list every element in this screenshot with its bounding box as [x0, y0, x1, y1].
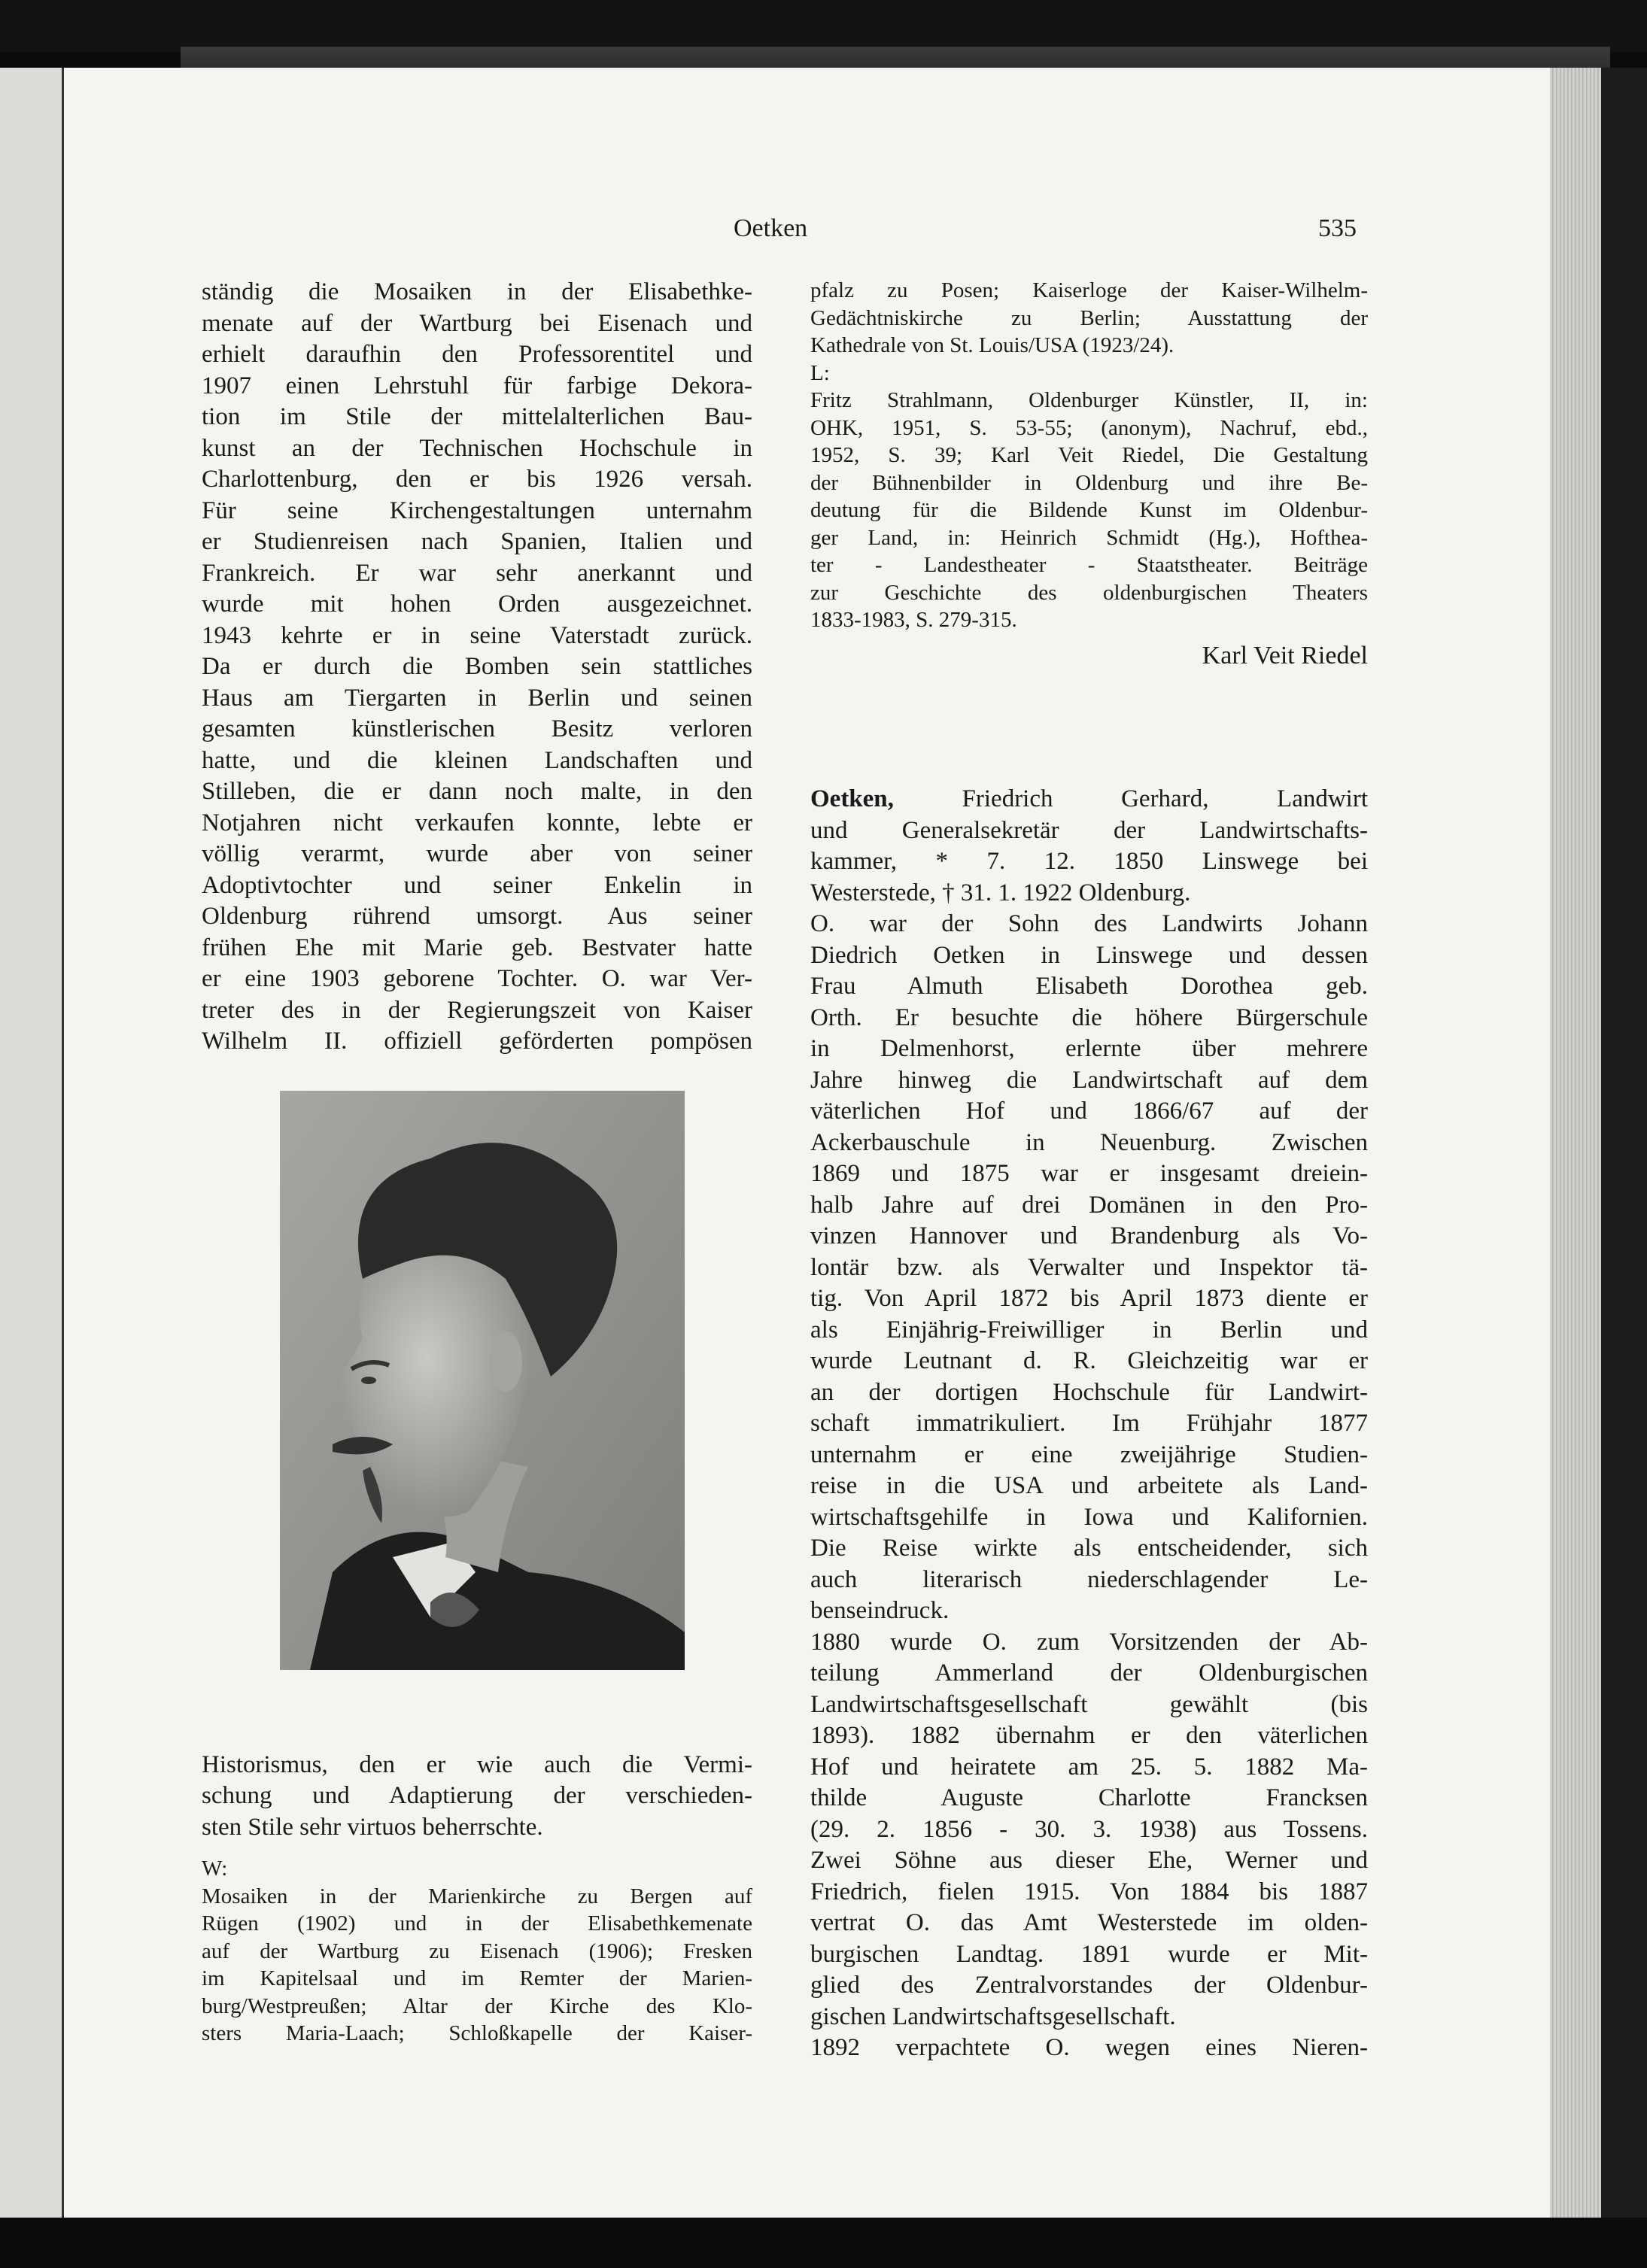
text-line: völlig verarmt, wurde aber von seiner: [202, 840, 752, 867]
text-line: Diedrich Oetken in Linswege und dessen: [810, 941, 1368, 969]
running-header-title: Oetken: [734, 214, 808, 242]
text-line: Orth. Er besuchte die höhere Bürgerschule: [810, 1003, 1368, 1031]
works-line: pfalz zu Posen; Kaiserloge der Kaiser-Wilhelm-: [810, 278, 1368, 302]
text-line: 1907 einen Lehrstuhl für farbige Dekora-: [202, 372, 752, 399]
works-line: Mosaiken in der Marienkirche zu Bergen auf: [202, 1884, 752, 1908]
text-line: wirtschaftsgehilfe in Iowa und Kalifornien.: [810, 1503, 1368, 1531]
entry-head-line: Westerstede, † 31. 1. 1922 Oldenburg.: [810, 879, 1191, 906]
text-line: tion im Stile der mittelalterlichen Bau-: [202, 403, 752, 430]
facing-page-edge: [0, 68, 64, 2219]
literature-line: Fritz Strahlmann, Oldenburger Künstler, II, in:: [810, 388, 1368, 412]
literature-label: L:: [810, 360, 830, 385]
text-line: schung und Adaptierung der verschieden-: [202, 1782, 752, 1809]
portrait-image: [280, 1091, 685, 1670]
text-line: halb Jahre auf drei Domänen in den Pro-: [810, 1191, 1368, 1219]
text-line: burgischen Landtag. 1891 wurde er Mit-: [810, 1940, 1368, 1968]
text-line: gesamten künstlerischen Besitz verloren: [202, 715, 752, 742]
text-line: Wilhelm II. offiziell geförderten pompösen: [202, 1028, 752, 1055]
text-line: er Studienreisen nach Spanien, Italien und: [202, 528, 752, 555]
literature-line: zur Geschichte des oldenburgischen Theaters: [810, 580, 1368, 605]
text-line: Charlottenburg, den er bis 1926 versah.: [202, 466, 752, 493]
text-line: Zwei Söhne aus dieser Ehe, Werner und: [810, 1847, 1368, 1874]
entry-head-line: kammer, * 7. 12. 1850 Linswege bei: [810, 848, 1368, 875]
text-line: gischen Landwirtschaftsgesellschaft.: [810, 2002, 1176, 2030]
entry-gap: [810, 671, 1368, 784]
text-line: Stilleben, die er dann noch malte, in den: [202, 778, 752, 805]
text-line: menate auf der Wartburg bei Eisenach und: [202, 309, 752, 337]
works-section: [202, 1855, 752, 2048]
text-line: schaft immatrikuliert. Im Frühjahr 1877: [810, 1410, 1368, 1437]
page-number: 535: [1318, 214, 1357, 242]
text-line: auch literarisch niederschlagender Le-: [810, 1565, 1368, 1593]
portrait-photo: [280, 1091, 685, 1670]
text-line: teilung Ammerland der Oldenburgischen: [810, 1659, 1368, 1687]
text-line: thilde Auguste Charlotte Francksen: [810, 1784, 1368, 1811]
text-line: lontär bzw. als Verwalter und Inspektor tä-: [810, 1253, 1368, 1281]
text-line: Hof und heiratete am 25. 5. 1882 Ma-: [810, 1753, 1368, 1781]
works-line: sters Maria-Laach; Schloßkapelle der Kaiser-: [202, 2021, 752, 2045]
works-label: W:: [202, 1857, 228, 1881]
text-line: 1893). 1882 übernahm er den väterlichen: [810, 1722, 1368, 1749]
text-line: wurde Leutnant d. R. Gleichzeitig war er: [810, 1347, 1368, 1374]
entry-header: [810, 784, 1368, 909]
text-line: Ackerbauschule in Neuenburg. Zwischen: [810, 1128, 1368, 1156]
text-line: Oldenburg rührend umsorgt. Aus seiner: [202, 903, 752, 930]
scan-background-bottom: [0, 2218, 1647, 2268]
text-line: reise in die USA und arbeitete als Land-: [810, 1472, 1368, 1499]
text-line: unternahm er eine zweijährige Studien-: [810, 1441, 1368, 1468]
entry-paragraph: [810, 1627, 1368, 2064]
text-line: er eine 1903 geborene Tochter. O. war Ver-: [202, 965, 752, 992]
text-line: Adoptivtochter und seiner Enkelin in: [202, 871, 752, 899]
text-line: vinzen Hannover und Brandenburg als Vo-: [810, 1222, 1368, 1249]
text-line: wurde mit hohen Orden ausgezeichnet.: [202, 591, 752, 618]
entry-head-text: Friedrich Gerhard, Landwirt: [962, 785, 1369, 812]
text-line: glied des Zentralvorstandes der Oldenbur-: [810, 1972, 1368, 1999]
text-line: Da er durch die Bomben sein stattliches: [202, 653, 752, 680]
text-line: benseindruck.: [810, 1597, 950, 1624]
text-line: O. war der Sohn des Landwirts Johann: [810, 910, 1368, 937]
text-line: in Delmenhorst, erlernte über mehrere: [810, 1035, 1368, 1062]
text-line: Für seine Kirchengestaltungen unternahm: [202, 496, 752, 524]
text-line: väterlichen Hof und 1866/67 auf der: [810, 1098, 1368, 1125]
literature-line: deutung für die Bildende Kunst im Oldenbur-: [810, 498, 1368, 522]
text-line: frühen Ehe mit Marie geb. Bestvater hatte: [202, 934, 752, 961]
text-line: Notjahren nicht verkaufen konnte, lebte er: [202, 809, 752, 836]
text-line: treter des in der Regierungszeit von Kaiser: [202, 996, 752, 1024]
text-line: hatte, und die kleinen Landschaften und: [202, 746, 752, 774]
text-line: ständig die Mosaiken in der Elisabethke-: [202, 278, 752, 305]
works-line: burg/Westpreußen; Altar der Kirche des Klo-: [202, 1993, 752, 2018]
literature-line: ger Land, in: Heinrich Schmidt (Hg.), Hofthea-: [810, 525, 1368, 550]
works-line: Rügen (1902) und in der Elisabethkemenate: [202, 1911, 752, 1936]
text-line: Landwirtschaftsgesellschaft gewählt (bis: [810, 1690, 1368, 1718]
text-line: (29. 2. 1856 - 30. 3. 1938) aus Tossens.: [810, 1815, 1368, 1843]
entry-head-line: und Generalsekretär der Landwirtschafts-: [810, 816, 1368, 844]
works-line: Kathedrale von St. Louis/USA (1923/24).: [810, 333, 1174, 357]
entry-name: Oetken,: [810, 785, 894, 812]
text-line: Die Reise wirkte als entscheidender, sich: [810, 1535, 1368, 1562]
scan-background-right: [1601, 68, 1647, 2219]
works-continued: [810, 277, 1368, 634]
literature-line: der Bühnenbilder in Oldenburg und ihre Be-: [810, 470, 1368, 495]
text-line: als Einjährig-Freiwilliger in Berlin und: [810, 1316, 1368, 1343]
text-line: 1892 verpachtete O. wegen eines Nieren-: [810, 2034, 1368, 2061]
scan-background-top: [0, 0, 1647, 53]
right-column: [810, 277, 1368, 2064]
biography-paragraph: [202, 277, 752, 1058]
literature-line: OHK, 1951, S. 53-55; (anonym), Nachruf, ebd.,: [810, 415, 1368, 440]
text-line: Frau Almuth Elisabeth Dorothea geb.: [810, 973, 1368, 1000]
text-line: kunst an der Technischen Hochschule in: [202, 434, 752, 462]
text-line: Haus am Tiergarten in Berlin und seinen: [202, 684, 752, 712]
text-line: Frankreich. Er war sehr anerkannt und: [202, 559, 752, 587]
text-line: vertrat O. das Amt Westerstede im olden-: [810, 1909, 1368, 1936]
works-line: Gedächtniskirche zu Berlin; Ausstattung der: [810, 305, 1368, 330]
text-line: 1943 kehrte er in seine Vaterstadt zurück.: [202, 621, 752, 649]
entry-head-line: [810, 784, 1368, 815]
text-line: 1869 und 1875 war er insgesamt dreiein-: [810, 1160, 1368, 1187]
text-line: Historismus, den er wie auch die Vermi-: [202, 1750, 752, 1778]
text-line: 1880 wurde O. zum Vorsitzenden der Ab-: [810, 1628, 1368, 1656]
article-author: Karl Veit Riedel: [1202, 641, 1368, 669]
text-line: an der dortigen Hochschule für Landwirt-: [810, 1378, 1368, 1406]
literature-line: 1952, S. 39; Karl Veit Riedel, Die Gestaltung: [810, 443, 1368, 467]
entry-paragraph: [810, 909, 1368, 1627]
page-stack-edge: [1550, 68, 1603, 2219]
literature-line: 1833-1983, S. 279-315.: [810, 608, 1017, 632]
biography-paragraph-continued: [202, 1750, 752, 1844]
text-line: Jahre hinweg die Landwirtschaft auf dem: [810, 1066, 1368, 1094]
text-line: sten Stile sehr virtuos beherrschte.: [202, 1813, 543, 1841]
literature-line: ter - Landestheater - Staatstheater. Beiträge: [810, 553, 1368, 577]
works-line: auf der Wartburg zu Eisenach (1906); Fresken: [202, 1939, 752, 1963]
text-line: tig. Von April 1872 bis April 1873 diente er: [810, 1285, 1368, 1312]
text-line: erhielt daraufhin den Professorentitel und: [202, 341, 752, 368]
text-line: Friedrich, fielen 1915. Von 1884 bis 1887: [810, 1878, 1368, 1905]
works-line: im Kapitelsaal und im Remter der Marien-: [202, 1966, 752, 1990]
